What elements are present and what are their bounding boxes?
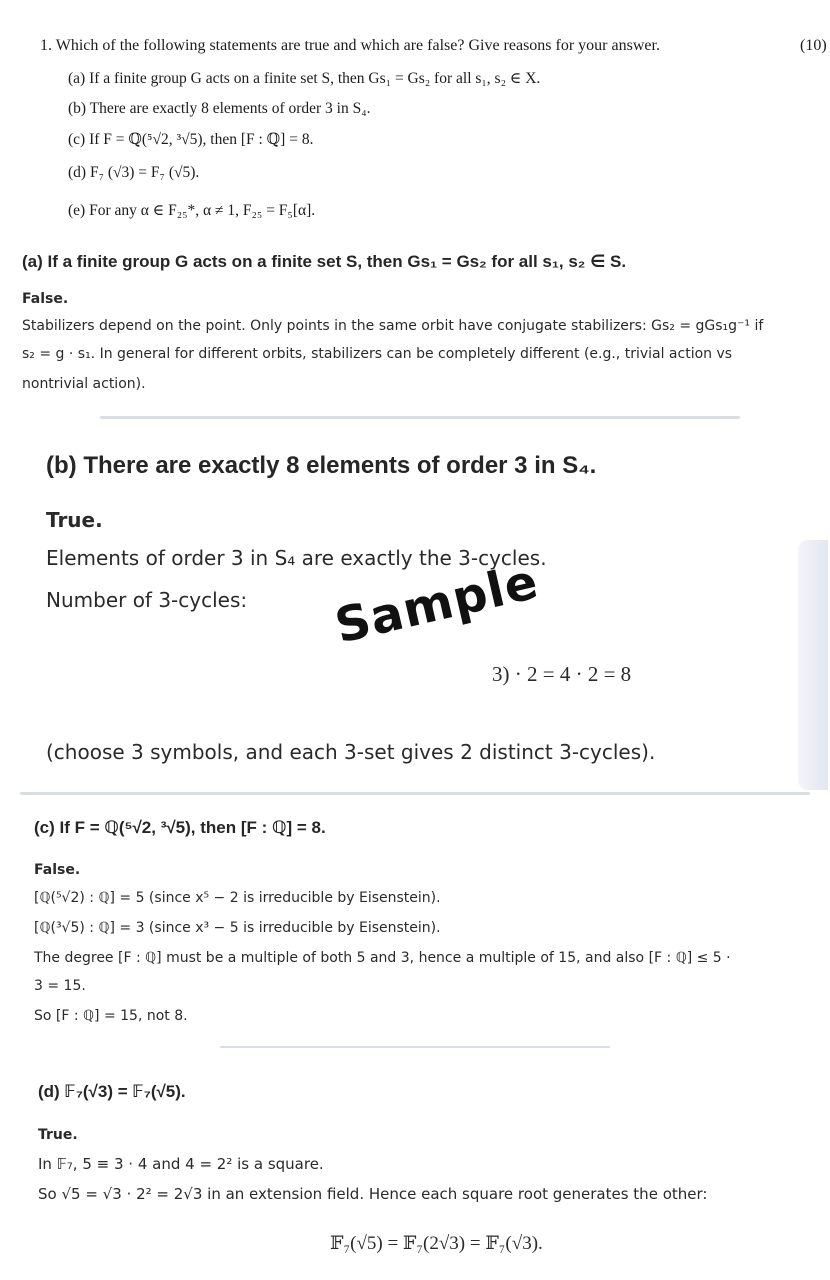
question-marks: (10) — [800, 37, 827, 54]
answer-c-line-4: 3 = 15. — [34, 978, 86, 994]
answer-d-line-1: In 𝔽₇, 5 ≡ 3 · 4 and 4 = 2² is a square. — [38, 1155, 324, 1173]
question-item-c: (c) If F = ℚ(⁵√2, ³√5), then [F : ℚ] = 8. — [68, 131, 314, 148]
page-edge-shadow — [798, 540, 828, 790]
answer-c-line-2: [ℚ(³√5) : ℚ] = 3 (since x³ − 5 is irreducible by Eisenstein). — [34, 920, 441, 936]
answer-a-verdict: False. — [22, 291, 69, 307]
question-heading: 1. Which of the following statements are true and which are false? Give reasons for your answer. — [40, 37, 660, 54]
divider — [20, 792, 810, 795]
question-item-a: (a) If a finite group G acts on a finite set S, then Gs₁ = Gs₂ for all s₁, s₂ ∈ X. — [68, 70, 541, 87]
answer-c-line-1: [ℚ(⁵√2) : ℚ] = 5 (since x⁵ − 2 is irreducible by Eisenstein). — [34, 890, 441, 906]
answer-b-verdict: True. — [46, 508, 103, 532]
answer-b-line-4: (choose 3 symbols, and each 3-set gives 2 distinct 3-cycles). — [46, 740, 656, 764]
answer-b-title: (b) There are exactly 8 elements of order 3 in S₄. — [46, 452, 597, 479]
question-block — [0, 0, 830, 235]
answer-a-line-1: Stabilizers depend on the point. Only points in the same orbit have conjugate stabilizers: Gs₂ = gGs₁g⁻¹ if — [22, 318, 764, 334]
answer-b-line-1: Elements of order 3 in S₄ are exactly the 3-cycles. — [46, 546, 547, 570]
divider — [220, 1046, 610, 1048]
answer-c-verdict: False. — [34, 862, 81, 878]
answer-d-verdict: True. — [38, 1127, 78, 1143]
sample-watermark: Sample — [330, 553, 544, 655]
answer-c-line-3: The degree [F : ℚ] must be a multiple of both 5 and 3, hence a multiple of 15, and also [F : ℚ] ≤ 5 · — [34, 950, 731, 966]
question-item-e: (e) For any α ∈ F₂₅*, α ≠ 1, F₂₅ = F₅[α]. — [68, 202, 316, 219]
question-item-d: (d) F₇ (√3) = F₇ (√5). — [68, 164, 200, 181]
answer-c-line-5: So [F : ℚ] = 15, not 8. — [34, 1008, 188, 1024]
answer-d-title: (d) 𝔽₇(√3) = 𝔽₇(√5). — [38, 1082, 186, 1101]
answer-d-formula: 𝔽₇(√5) = 𝔽₇(2√3) = 𝔽₇(√3). — [330, 1233, 543, 1254]
answer-b-line-2: Number of 3-cycles: — [46, 588, 248, 612]
answer-a-title: (a) If a finite group G acts on a finite set S, then Gs₁ = Gs₂ for all s₁, s₂ ∈ S. — [22, 252, 627, 271]
answer-b-formula: 3) · 2 = 4 · 2 = 8 — [492, 662, 632, 686]
question-item-b: (b) There are exactly 8 elements of order 3 in S₄. — [68, 100, 371, 117]
answer-c-title: (c) If F = ℚ(⁵√2, ³√5), then [F : ℚ] = 8. — [34, 818, 326, 837]
answer-d-line-2: So √5 = √3 · 2² = 2√3 in an extension field. Hence each square root generates the other: — [38, 1185, 708, 1203]
answer-a-line-3: nontrivial action). — [22, 376, 146, 392]
answer-a-line-2: s₂ = g · s₁. In general for different orbits, stabilizers can be completely different (e.g., trivial action vs — [22, 346, 733, 362]
divider — [100, 416, 740, 419]
